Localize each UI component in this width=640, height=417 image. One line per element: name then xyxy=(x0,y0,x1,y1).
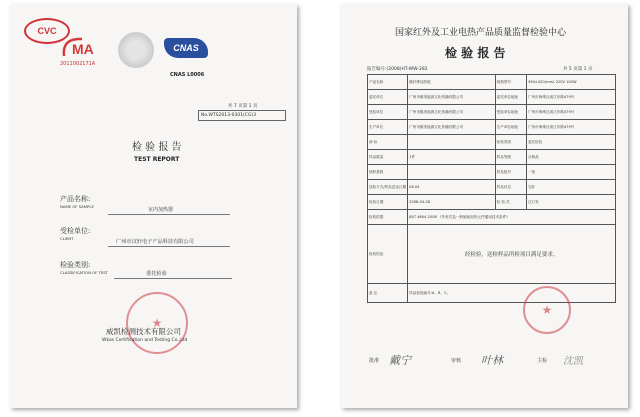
ilac-mra-logo xyxy=(118,32,154,68)
report-table-row xyxy=(368,135,616,150)
inspection-report xyxy=(341,4,628,408)
field-value: 完好 xyxy=(526,180,615,195)
review-label: 审核 xyxy=(451,358,462,364)
issuer-name: 威凯检测技术有限公司 xyxy=(106,327,181,336)
conclusion-value: 经检验，送检样品所检项目满足要求。 xyxy=(408,225,616,284)
field-label: 委托单位 xyxy=(368,90,408,105)
report-number: 报告编号:(2008)HT-WW-282 xyxy=(367,67,428,72)
report-title-cn: 检 验 报 告 xyxy=(132,142,182,153)
inspection-seal xyxy=(523,286,571,334)
field-value: 广州市海珠区滨江东路479号 xyxy=(526,120,615,135)
page-number: 共 7 页第 1 页 xyxy=(228,104,258,109)
field-label: 规格型号 xyxy=(495,75,526,90)
report-table-row xyxy=(368,105,616,120)
field-label: 检验类别 xyxy=(495,135,526,150)
field-value xyxy=(408,165,496,180)
inspector-label: 主检 xyxy=(537,358,548,364)
product-value: 室内加热器 xyxy=(148,207,174,213)
report-table-row xyxy=(368,165,616,180)
cma-code: 2011002171A xyxy=(60,61,96,67)
remarks-value: 样品检验编号:A、B、C。 xyxy=(408,284,616,303)
report-title-en: TEST REPORT xyxy=(134,156,180,163)
basis-label: 检验依据 xyxy=(368,210,408,225)
field-label: 受检单位 xyxy=(368,105,408,120)
field-label: 样品状态 xyxy=(495,180,526,195)
report-number-box: No.WTS2013-0301(CG)3 xyxy=(198,110,286,121)
approve-label: 批准 xyxy=(369,358,380,364)
field-label: 样品等级 xyxy=(495,150,526,165)
field-label: 抽样基数 xyxy=(368,165,408,180)
test-type-label: 检验类别: xyxy=(60,261,91,269)
basis-value: JB/T 4604-2008 《外套式及一般辐射加热元件通用技术条件》 xyxy=(408,210,616,225)
client-value: 广州市汉轩电子产品科技有限公司 xyxy=(116,239,194,245)
field-label: 样品数量 xyxy=(368,150,408,165)
field-value: 390×420(mm) 220V 100W xyxy=(526,75,615,90)
field-label: 生产单位 xyxy=(368,120,408,135)
issuer-name-en: Wkas Certification and Testing Co.,Ltd xyxy=(102,338,188,343)
field-label: 生产单位地址 xyxy=(495,120,526,135)
cvc-logo: CVC xyxy=(24,18,70,44)
product-label: 产品名称: xyxy=(60,195,91,203)
client-label-en: CLIENT xyxy=(60,236,74,241)
test-type-value: 委托检验 xyxy=(146,271,167,277)
company-seal xyxy=(126,292,188,354)
reviewer-signature: 叶林 xyxy=(481,354,503,367)
remarks-row xyxy=(368,284,616,303)
field-value: 合格品 xyxy=(526,150,615,165)
field-label: 送检方式/样品送达日期 xyxy=(368,180,408,195)
test-report-cover xyxy=(10,4,297,408)
inspector-signature: 沈凯 xyxy=(563,356,583,367)
field-label: 受检单位地址 xyxy=(495,105,526,120)
field-value: 广州市海珠区滨江东路479号 xyxy=(526,90,615,105)
field-label: 样品批号 xyxy=(495,165,526,180)
field-value: 碳纤维加热板 xyxy=(408,75,496,90)
client-label: 受检单位: xyxy=(60,227,91,235)
report-table-row xyxy=(368,90,616,105)
page-number: 共 5 页第 1 页 xyxy=(563,67,593,72)
report-table-row xyxy=(368,150,616,165)
field-value: 08.04 xyxy=(408,180,496,195)
cnas-logo: CNAS xyxy=(164,38,208,58)
svg-text:MA: MA xyxy=(72,41,94,57)
cma-logo xyxy=(60,36,102,58)
field-value: 1件 xyxy=(408,150,496,165)
field-value: 一批 xyxy=(526,165,615,180)
field-label: 产品名称 xyxy=(368,75,408,90)
field-value: 广州市海珠区滨江东路479号 xyxy=(526,105,615,120)
report-table xyxy=(367,74,616,303)
approver-signature: 戴宁 xyxy=(389,354,411,367)
field-label: 商 标 xyxy=(368,135,408,150)
product-label-en: NAME OF SAMPLE xyxy=(60,204,94,209)
field-label: 委托单位地址 xyxy=(495,90,526,105)
field-value: 委托检验 xyxy=(526,135,615,150)
field-value: 广州市镇美能源文化传播有限公司 xyxy=(408,90,496,105)
report-table-row xyxy=(368,195,616,210)
field-value: 2008-04-28 xyxy=(408,195,496,210)
report-title: 检 验 报 告 xyxy=(445,46,506,60)
basis-row xyxy=(368,210,616,225)
field-value: 广州市镇美能源文化传播有限公司 xyxy=(408,105,496,120)
center-name: 国家红外及工业电热产品质量监督检验中心 xyxy=(395,28,567,38)
conclusion-label: 检验结论 xyxy=(368,225,408,284)
report-table-row xyxy=(368,75,616,90)
remarks-label: 备 注 xyxy=(368,284,408,303)
test-type-label-en: CLASSIFICATION OF TEST xyxy=(60,270,108,275)
field-value: 广州市镇美能源文化传播有限公司 xyxy=(408,120,496,135)
conclusion-row xyxy=(368,225,616,284)
field-label: 检验日期 xyxy=(368,195,408,210)
report-table-row xyxy=(368,180,616,195)
field-value: 汪万发 xyxy=(526,195,615,210)
report-table-row xyxy=(368,120,616,135)
field-value xyxy=(408,135,496,150)
cnas-code: CNAS L0006 xyxy=(170,72,205,78)
field-label: 检 验 员 xyxy=(495,195,526,210)
